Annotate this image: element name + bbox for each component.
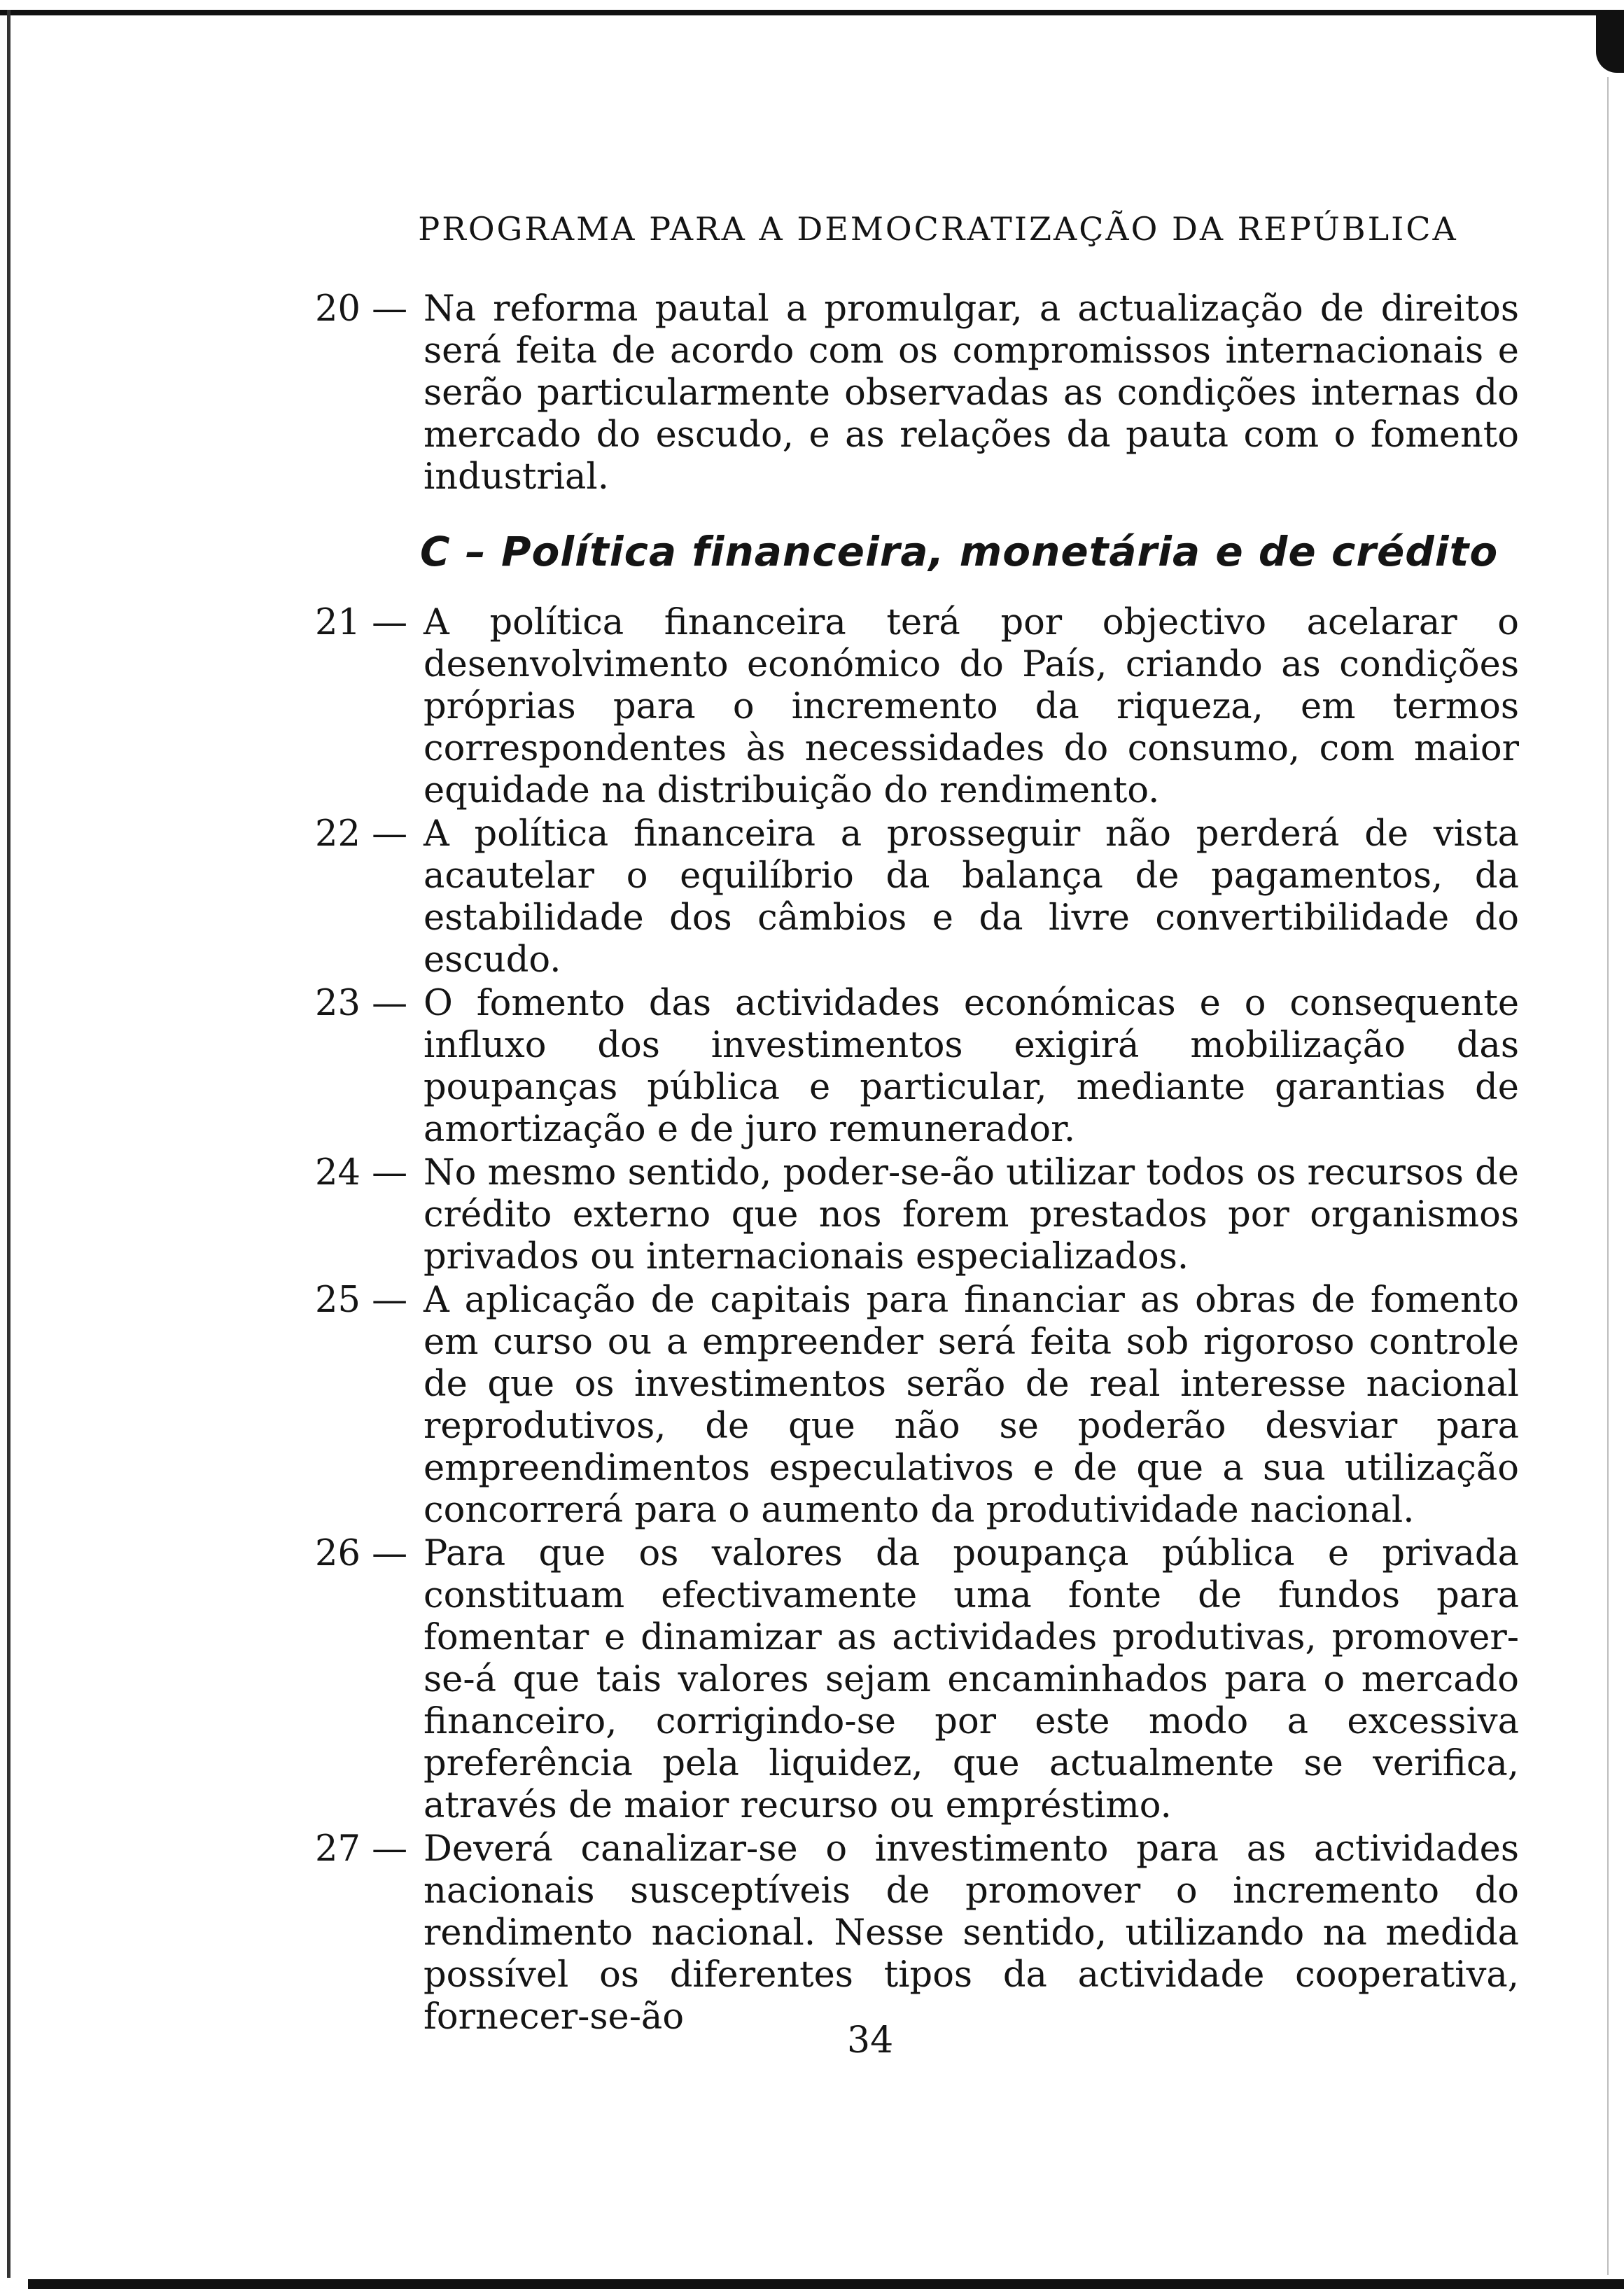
item-text: A aplicação de capitais para financiar as obras de fomento em curso ou a empreender será feita sob rigoroso controle de que os investimentos serão de real interesse nacional reprodutivos, de que não se poderão desviar para empreendimentos especulativos e de que a sua utilização concorrerá para o aumento da produtividade nacional. [424, 1280, 1519, 1531]
item-text: A política financeira terá por objectivo acelarar o desenvolvimento económico do País, criando as condições próprias para o incremento da riqueza, em termos correspondentes às necessidades do consumo, com maior equidade na distribuição do rendimento. [424, 602, 1519, 811]
running-head: PROGRAMA PARA A DEMOCRATIZAÇÃO DA REPÚBLICA [418, 210, 1458, 248]
list-item [315, 602, 1519, 812]
scan-border-left [7, 10, 10, 2278]
scan-border-right [1607, 77, 1609, 2275]
list-item [315, 1828, 1519, 2038]
list-item [315, 288, 1519, 498]
item-text: Na reforma pautal a promulgar, a actualização de direitos será feita de acordo com os compromissos internacionais e serão particularmente observadas as condições internas do mercado do escudo, e as relações da pauta com o fomento industrial. [424, 288, 1519, 498]
book-page [315, 210, 1519, 2038]
list-item [315, 983, 1519, 1151]
scan-border-top [0, 10, 1603, 15]
list-item [315, 1533, 1519, 1827]
list-item [315, 1280, 1519, 1532]
item-text: No mesmo sentido, poder-se-ão utilizar todos os recursos de crédito externo que nos forem prestados por organismos privados ou internacionais especializados. [424, 1152, 1519, 1278]
item-number: 26 — [315, 1533, 408, 1574]
item-number: 21 — [315, 602, 408, 643]
item-number: 22 — [315, 813, 408, 855]
item-number: 23 — [315, 983, 408, 1024]
item-text: O fomento das actividades económicas e o consequente influxo dos investimentos exigirá mobilização das poupanças pública e particular, mediante garantias de amortização e de juro remunerador. [424, 983, 1519, 1150]
list-item [315, 1152, 1519, 1278]
item-number: 24 — [315, 1152, 408, 1194]
page-number: 34 [847, 2019, 894, 2062]
item-number: 20 — [315, 288, 408, 330]
scan-border-corner [1596, 10, 1624, 73]
item-text: Deverá canalizar-se o investimento para as actividades nacionais susceptíveis de promover o incremento do rendimento nacional. Nesse sentido, utilizando na medida possível os diferentes tipos da actividade cooperativa, fornecer-se-ão [424, 1828, 1519, 2038]
section-heading: C – Política financeira, monetária e de crédito [420, 528, 1499, 575]
list-item [315, 813, 1519, 981]
item-number: 27 — [315, 1828, 408, 1870]
item-text: Para que os valores da poupança pública e privada constituam efectivamente uma fonte de fundos para fomentar e dinamizar as actividades produtivas, promover-se-á que tais valores sejam encaminhados para o mercado financeiro, corrigindo-se por este modo a excessiva preferência pela liquidez, que actualmente se verifica, através de maior recurso ou empréstimo. [424, 1533, 1519, 1826]
scan-border-bottom [28, 2279, 1624, 2289]
item-number: 25 — [315, 1280, 408, 1321]
item-text: A política financeira a prosseguir não perderá de vista acautelar o equilíbrio da balança de pagamentos, da estabilidade dos câmbios e da livre convertibilidade do escudo. [424, 813, 1519, 981]
